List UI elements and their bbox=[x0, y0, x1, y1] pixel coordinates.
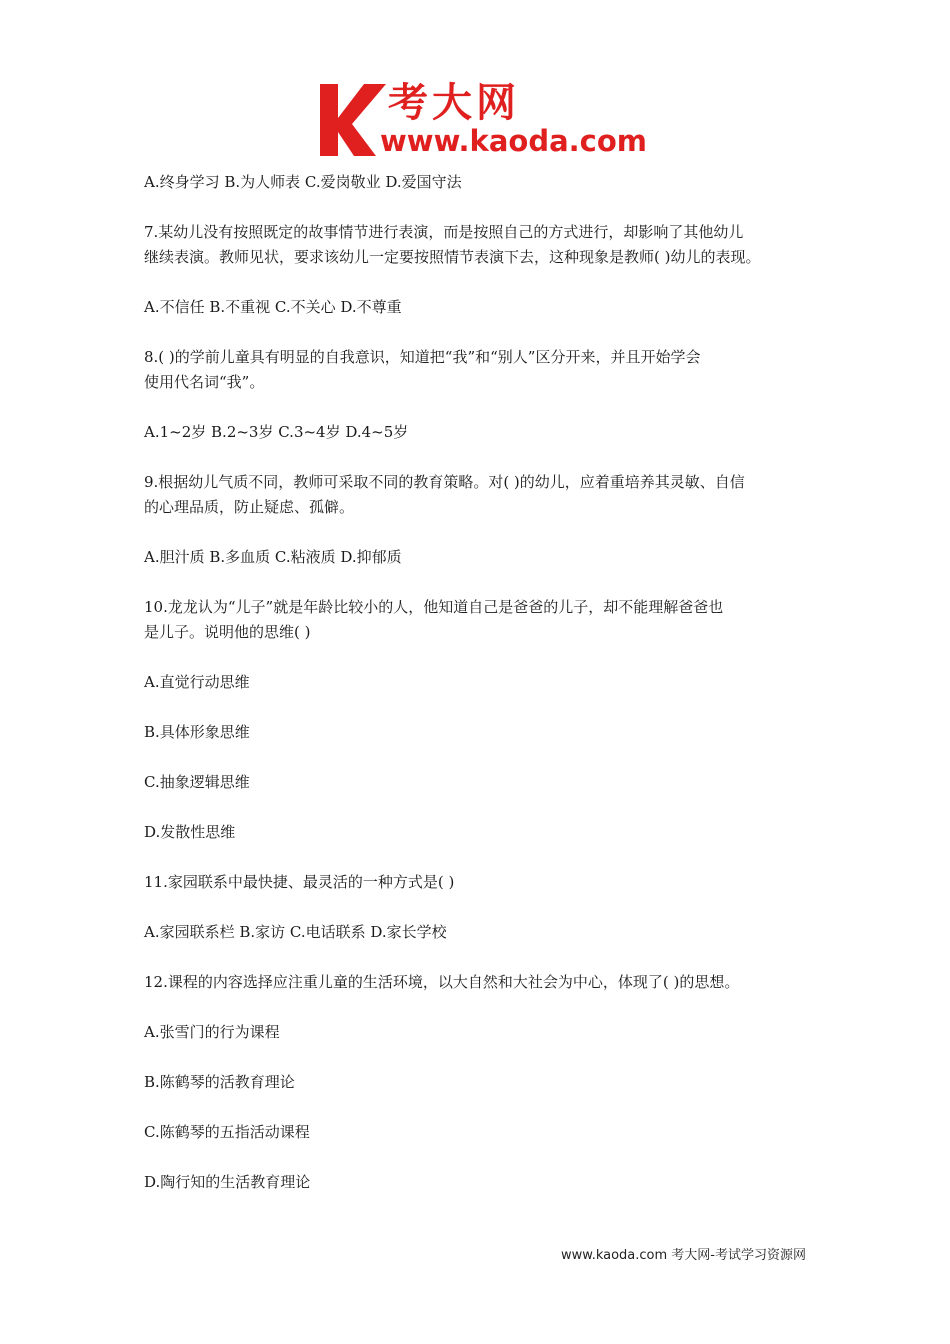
question-8 bbox=[144, 345, 824, 395]
q9-options: A.胆汁质 B.多血质 C.粘液质 D.抑郁质 bbox=[144, 548, 402, 566]
kaoda-logo bbox=[318, 80, 648, 160]
q10-text-line2: 是儿子。说明他的思维( ) bbox=[144, 623, 311, 641]
q7-text-line2: 继续表演。教师见状，要求该幼儿一定要按照情节表演下去，这种现象是教师( )幼儿的表现。 bbox=[144, 248, 761, 266]
q10-option-c: C.抽象逻辑思维 bbox=[144, 773, 250, 791]
q8-text-line2: 使用代名词“我”。 bbox=[144, 373, 265, 391]
q7-text-line1: 7.某幼儿没有按照既定的故事情节进行表演，而是按照自己的方式进行，却影响了其他幼儿 bbox=[144, 223, 744, 241]
q12-option-d: D.陶行知的生活教育理论 bbox=[144, 1173, 311, 1191]
q7-options: A.不信任 B.不重视 C.不关心 D.不尊重 bbox=[144, 298, 402, 316]
q11-options: A.家园联系栏 B.家访 C.电话联系 D.家长学校 bbox=[144, 923, 447, 941]
k-logo-icon bbox=[318, 80, 388, 160]
q6-options: A.终身学习 B.为人师表 C.爱岗敬业 D.爱国守法 bbox=[144, 173, 462, 191]
q11-text: 11.家园联系中最快捷、最灵活的一种方式是( ) bbox=[144, 873, 455, 891]
q10-option-b: B.具体形象思维 bbox=[144, 723, 250, 741]
q12-option-b: B.陈鹤琴的活教育理论 bbox=[144, 1073, 295, 1091]
q8-text-line1: 8.( )的学前儿童具有明显的自我意识，知道把“我”和“别人”区分开来，并且开始学会 bbox=[144, 348, 701, 366]
q10-text-line1: 10.龙龙认为“儿子”就是年龄比较小的人，他知道自己是爸爸的儿子，却不能理解爸爸也 bbox=[144, 598, 724, 616]
q9-text-line2: 的心理品质，防止疑虑、孤僻。 bbox=[144, 498, 355, 516]
question-content bbox=[144, 170, 824, 1220]
question-7 bbox=[144, 220, 824, 270]
q12-option-a: A.张雪门的行为课程 bbox=[144, 1023, 280, 1041]
logo-url-text: www.kaoda.com bbox=[380, 124, 647, 158]
logo-chinese-text: 考大网 bbox=[388, 80, 520, 126]
q12-text: 12.课程的内容选择应注重儿童的生活环境，以大自然和大社会为中心，体现了( )的思想。 bbox=[144, 973, 740, 991]
q9-text-line1: 9.根据幼儿气质不同，教师可采取不同的教育策略。对( )的幼儿，应着重培养其灵敏、自信 bbox=[144, 473, 745, 491]
question-9 bbox=[144, 470, 824, 520]
q10-option-d: D.发散性思维 bbox=[144, 823, 236, 841]
q10-option-a: A.直觉行动思维 bbox=[144, 673, 250, 691]
q12-option-c: C.陈鹤琴的五指活动课程 bbox=[144, 1123, 310, 1141]
q8-options: A.1~2岁 B.2~3岁 C.3~4岁 D.4~5岁 bbox=[144, 423, 409, 441]
question-10 bbox=[144, 595, 824, 645]
footer-text: www.kaoda.com 考大网-考试学习资源网 bbox=[561, 1248, 806, 1263]
